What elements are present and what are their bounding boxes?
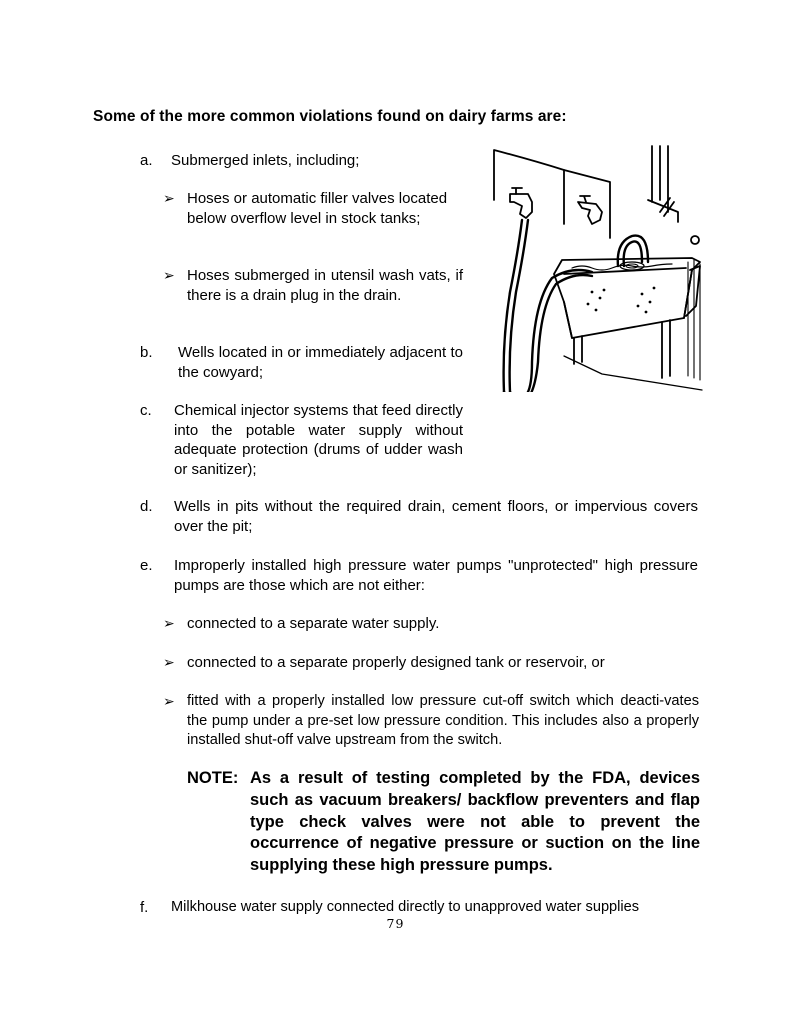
sub-item-text: Hoses submerged in utensil wash vats, if there is a drain plug in the drain. [187, 267, 463, 304]
faucet-left-icon [510, 188, 532, 218]
item-text: Wells in pits without the required drain, cement floors, or impervious covers over the pit; [174, 498, 698, 535]
back-wall [494, 150, 564, 224]
item-text: Milkhouse water supply connected directly to unapproved water supplies [171, 899, 640, 915]
sub-item-text: connected to a separate water supply. [187, 615, 440, 632]
sub-item-text: fitted with a properly installed low pressure cut-off switch which deacti-vates the pump under a pre-set low pressure condition. This includes also a properly installed shut-off valve upstream from the switch. [187, 693, 699, 749]
item-text: Submerged inlets, including; [171, 152, 360, 169]
arrow-bullet-icon: ➢ [163, 654, 175, 670]
item-label: c. [140, 402, 152, 419]
item-label: a. [140, 152, 153, 169]
item-text: Improperly installed high pressure water pumps "unprotected" high pressure pumps are those which are not either: [174, 557, 698, 594]
page-heading: Some of the more common violations found on dairy farms are: [93, 108, 567, 125]
item-label: f. [140, 899, 149, 916]
item-text: Wells located in or immediately adjacent to the cowyard; [178, 344, 463, 381]
sub-item-text: Hoses or automatic filler valves located below overflow level in stock tanks; [187, 190, 448, 227]
back-wall-side [564, 170, 610, 238]
hose [504, 220, 648, 392]
item-label: e. [140, 557, 153, 574]
faucet-right-icon [578, 196, 602, 224]
wash-vat-illustration [492, 142, 704, 392]
page-number: 79 [386, 916, 405, 931]
item-text: Chemical injector systems that feed directly into the potable water supply without adequate protection (drums of udder wash or sanitizer); [174, 402, 463, 478]
item-label: d. [140, 498, 153, 515]
arrow-bullet-icon: ➢ [163, 267, 175, 283]
arrow-bullet-icon: ➢ [163, 190, 175, 206]
arrow-bullet-icon: ➢ [163, 693, 175, 709]
item-label: b. [140, 344, 153, 361]
sub-item-text: connected to a separate properly designed tank or reservoir, or [187, 654, 605, 671]
arrow-bullet-icon: ➢ [163, 615, 175, 631]
note-label: NOTE: [187, 769, 239, 787]
note-text: As a result of testing completed by the FDA, devices such as vacuum breakers/ backflow preventers and flap type check valves were not able to prevent the occurrence of negative pressure or suction on the line supplying these high pressure pumps. [250, 769, 700, 875]
